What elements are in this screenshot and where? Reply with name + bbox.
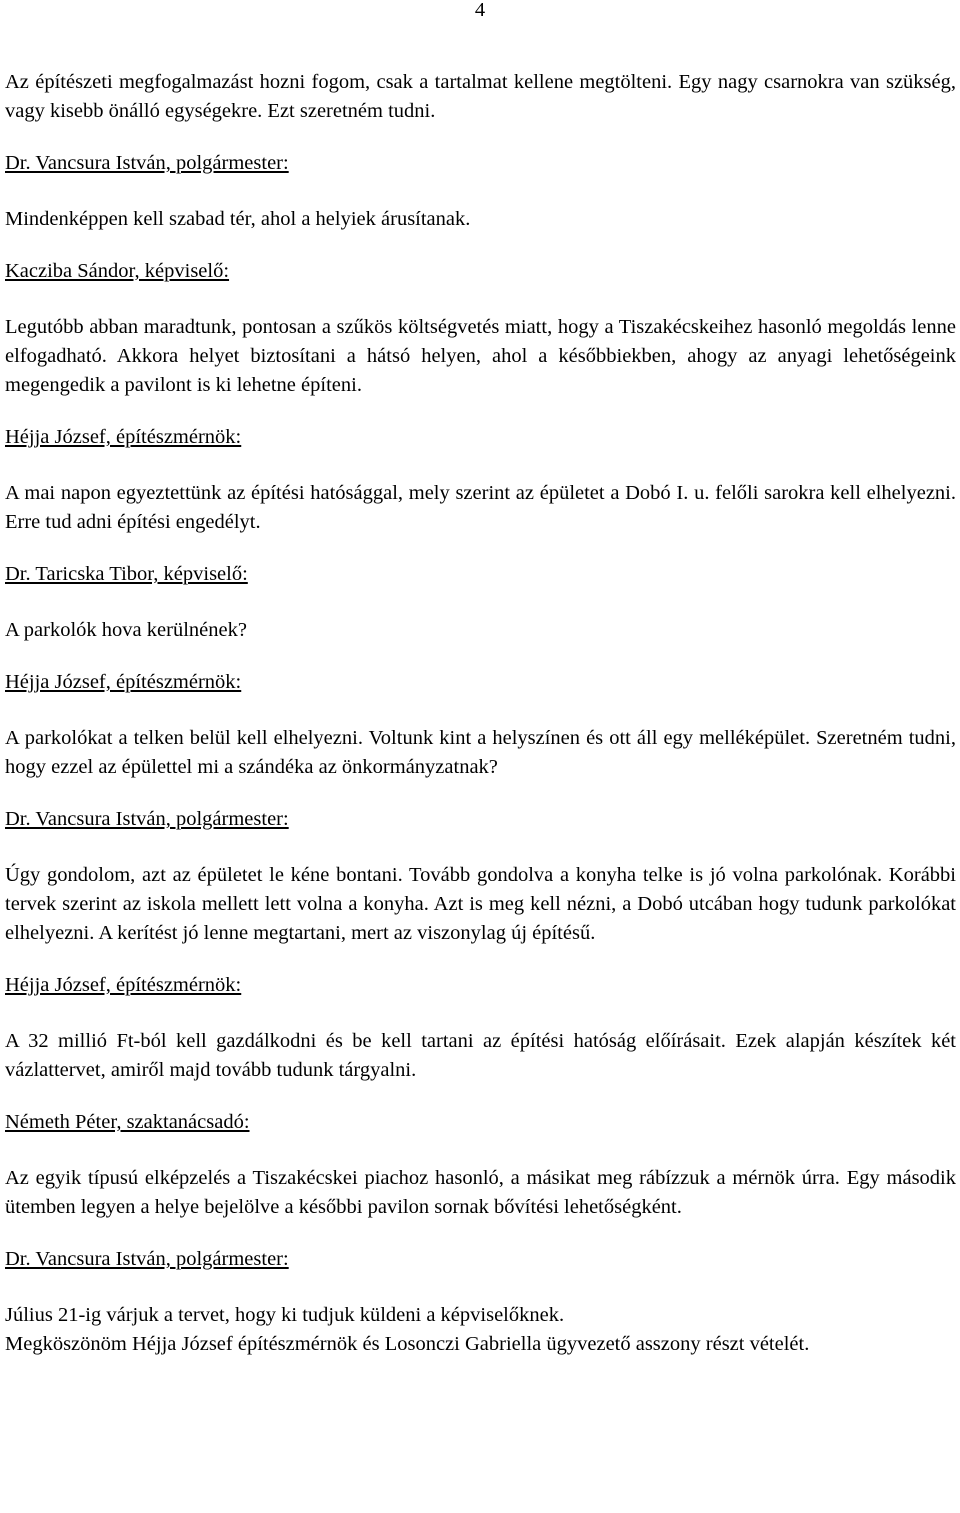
paragraph-3 (5, 313, 956, 400)
speaker-label: Héjja József, építészmérnök: (5, 974, 242, 996)
paragraph-7 (5, 861, 956, 948)
paragraph-text: Július 21-ig várjuk a tervet, hogy ki tudjuk küldeni a képviselőknek. (5, 1304, 565, 1326)
paragraph-9 (5, 1164, 956, 1222)
speaker-label: Dr. Vancsura István, polgármester: (5, 1248, 289, 1270)
speaker-label: Dr. Vancsura István, polgármester: (5, 808, 289, 830)
page-number: 4 (474, 0, 486, 21)
paragraph-text: Mindenképpen kell szabad tér, ahol a helyiek árusítanak. (5, 208, 471, 230)
paragraph-text: A parkolókat a telken belül kell elhelyezni. Voltunk kint a helyszínen és ott áll egy melléképület. Szeretném tudni, hogy ezzel az épülettel mi a szándéka az önkormányzatnak? (5, 727, 956, 778)
paragraph-text: A parkolók hova kerülnének? (5, 619, 247, 641)
speaker-label: Dr. Taricska Tibor, képviselő: (5, 563, 248, 585)
speaker-label: Héjja József, építészmérnök: (5, 671, 242, 693)
paragraph-10 (5, 1301, 956, 1330)
paragraph-8 (5, 1027, 956, 1085)
paragraph-text: A 32 millió Ft-ból kell gazdálkodni és be kell tartani az építési hatóság előírásait. Ezek alapján készítek két vázlattervet, amiről majd tovább tudunk tárgyalni. (5, 1030, 956, 1081)
speaker-label: Kacziba Sándor, képviselő: (5, 260, 230, 282)
paragraph-text: Az egyik típusú elképzelés a Tiszakécskei piachoz hasonló, a másikat meg rábízzuk a mérnök úrra. Egy második ütemben legyen a helye bejelölve a későbbi pavilon sornak bővítési lehetőségként. (5, 1167, 956, 1218)
paragraph-text: Az építészeti megfogalmazást hozni fogom, csak a tartalmat kellene megtölteni. Egy nagy csarnokra van szükség, vagy kisebb önálló egységekre. Ezt szeretném tudni. (5, 71, 956, 122)
paragraph-6 (5, 724, 956, 782)
speaker-label: Németh Péter, szaktanácsadó: (5, 1111, 250, 1133)
paragraph-text: Legutóbb abban maradtunk, pontosan a szűkös költségvetés miatt, hogy a Tiszakécskeihez hasonló megoldás lenne elfogadható. Akkora helyet biztosítani a hátsó helyen, ahol a későbbiekben, ahogy az anyagi lehetőségeink megengedik a pavilont is ki lehetne építeni. (5, 316, 956, 396)
paragraph-2 (5, 205, 956, 234)
paragraph-4 (5, 479, 956, 537)
paragraph-1 (5, 68, 956, 126)
paragraph-text: Megköszönöm Héjja József építészmérnök és Losonczi Gabriella ügyvezető asszony részt vételét. (5, 1333, 810, 1355)
speaker-label: Héjja József, építészmérnök: (5, 426, 242, 448)
paragraph-text: A mai napon egyeztettünk az építési hatósággal, mely szerint az épületet a Dobó I. u. felőli sarokra kell elhelyezni. Erre tud adni építési engedélyt. (5, 482, 956, 533)
document-body (5, 68, 956, 1382)
speaker-label: Dr. Vancsura István, polgármester: (5, 152, 289, 174)
paragraph-text: Úgy gondolom, azt az épületet le kéne bontani. Tovább gondolva a konyha telke is jó volna parkolónak. Korábbi tervek szerint az iskola mellett lett volna a konyha. Azt is meg kell nézni, a Dobó utcában hogy tudunk parkolókat elhelyezni. A kerítést jó lenne megtartani, mert az viszonylag új építésű. (5, 864, 956, 944)
paragraph-5 (5, 616, 956, 645)
paragraph-11 (5, 1330, 956, 1359)
